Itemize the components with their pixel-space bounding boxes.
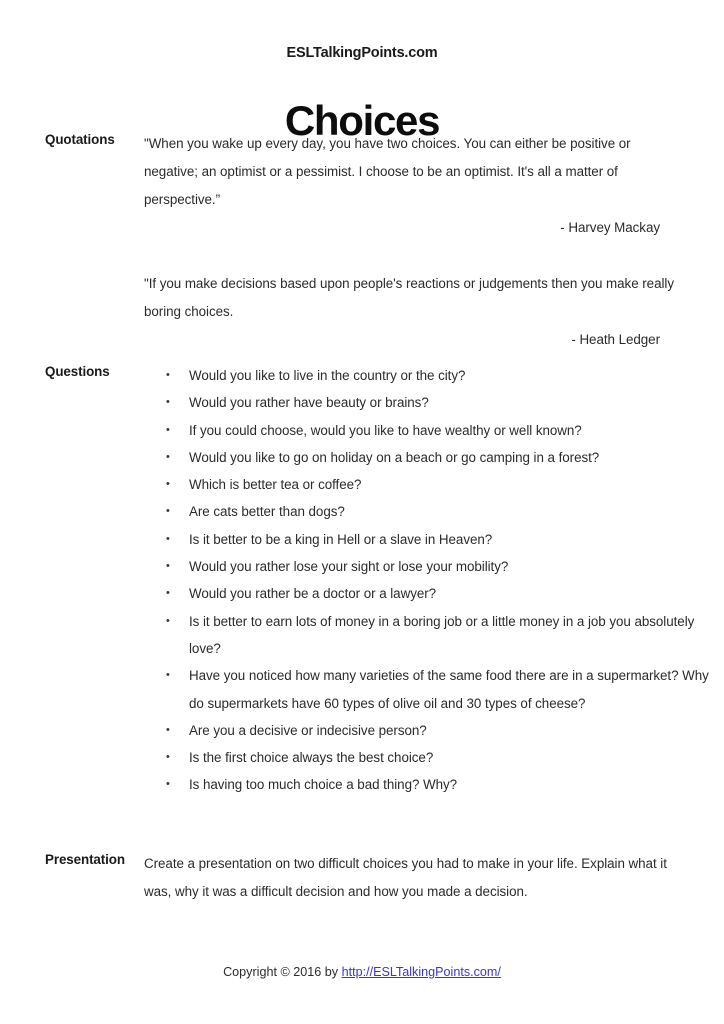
- list-item: [144, 444, 724, 471]
- presentation-text: Create a presentation on two difficult choices you had to make in your life. Explain what it was, why it was a difficult decision and how you made a decision.: [144, 856, 667, 899]
- question-text: Are you a decisive or indecisive person?: [189, 722, 427, 738]
- list-item: [144, 553, 724, 580]
- list-item: [144, 471, 724, 498]
- questions-section: [45, 362, 709, 799]
- presentation-section: [45, 850, 679, 906]
- site-name: ESLTalkingPoints.com: [286, 45, 438, 61]
- bullet-icon: •: [166, 505, 170, 518]
- list-item: [144, 608, 724, 663]
- copyright-text: Copyright © 2016 by: [223, 965, 342, 979]
- quotation-attribution: - Heath Ledger: [571, 332, 660, 347]
- question-text: If you could choose, would you like to have wealthy or well known?: [189, 422, 582, 438]
- question-text: Is having too much choice a bad thing? Why?: [189, 777, 458, 793]
- list-item: [144, 771, 724, 798]
- list-item: [144, 744, 724, 771]
- site-link[interactable]: http://ESLTalkingPoints.com/: [341, 965, 501, 979]
- list-item: [144, 717, 724, 744]
- list-item: [144, 526, 724, 553]
- bullet-icon: •: [166, 669, 170, 682]
- list-item: [144, 362, 724, 389]
- list-item: [144, 389, 724, 416]
- bullet-icon: •: [166, 751, 170, 764]
- list-item: [144, 417, 724, 444]
- page-title: Choices: [284, 97, 440, 145]
- questions-body: [144, 362, 709, 799]
- questions-label: Questions: [45, 364, 110, 379]
- question-text: Would you like to live in the country or the city?: [189, 368, 466, 383]
- question-text: Is the first choice always the best choice?: [189, 750, 434, 766]
- bullet-icon: •: [166, 369, 170, 381]
- quotation-attribution: - Harvey Mackay: [560, 220, 660, 235]
- bullet-icon: •: [166, 614, 170, 627]
- bullet-icon: •: [166, 587, 170, 600]
- list-item: [144, 498, 724, 525]
- question-text: Is it better to earn lots of money in a boring job or a little money in a job you absolutely love?: [189, 613, 695, 656]
- list-item: [144, 580, 724, 607]
- quotations-body: [144, 130, 679, 354]
- presentation-label: Presentation: [45, 852, 125, 867]
- question-text: Would you like to go on holiday on a beach or go camping in a forest?: [189, 449, 600, 465]
- question-text: Would you rather lose your sight or lose your mobility?: [189, 559, 509, 575]
- bullet-icon: •: [166, 778, 170, 791]
- question-text: Which is better tea or coffee?: [189, 477, 362, 493]
- bullet-icon: •: [166, 423, 170, 436]
- footer: [0, 965, 724, 979]
- bullet-icon: •: [166, 723, 170, 736]
- quotations-label: Quotations: [45, 132, 115, 147]
- bullet-icon: •: [166, 560, 170, 573]
- question-text: Would you rather have beauty or brains?: [189, 395, 429, 411]
- quotation-text: "When you wake up every day, you have two choices. You can either be positive or negative; an optimist or a pessimist. I choose to be an optimist. It's all a matter of perspective.”: [144, 136, 631, 207]
- list-item: [144, 662, 724, 717]
- question-text: Would you rather be a doctor or a lawyer?: [189, 586, 437, 602]
- question-text: Is it better to be a king in Hell or a slave in Heaven?: [189, 531, 493, 547]
- question-text: Have you noticed how many varieties of the same food there are in a supermarket? Why do supermarkets have 60 types of olive oil and 30 types of cheese?: [189, 668, 709, 711]
- bullet-icon: •: [166, 532, 170, 545]
- bullet-icon: •: [166, 450, 170, 463]
- quotation-spacer: [144, 242, 679, 270]
- quotations-section: [45, 130, 679, 354]
- questions-list: [144, 362, 709, 799]
- bullet-icon: •: [166, 396, 170, 409]
- bullet-icon: •: [166, 478, 170, 491]
- quotation-text: "If you make decisions based upon people's reactions or judgements then you make really boring choices.: [144, 276, 674, 319]
- question-text: Are cats better than dogs?: [189, 504, 345, 520]
- presentation-body: [144, 850, 679, 906]
